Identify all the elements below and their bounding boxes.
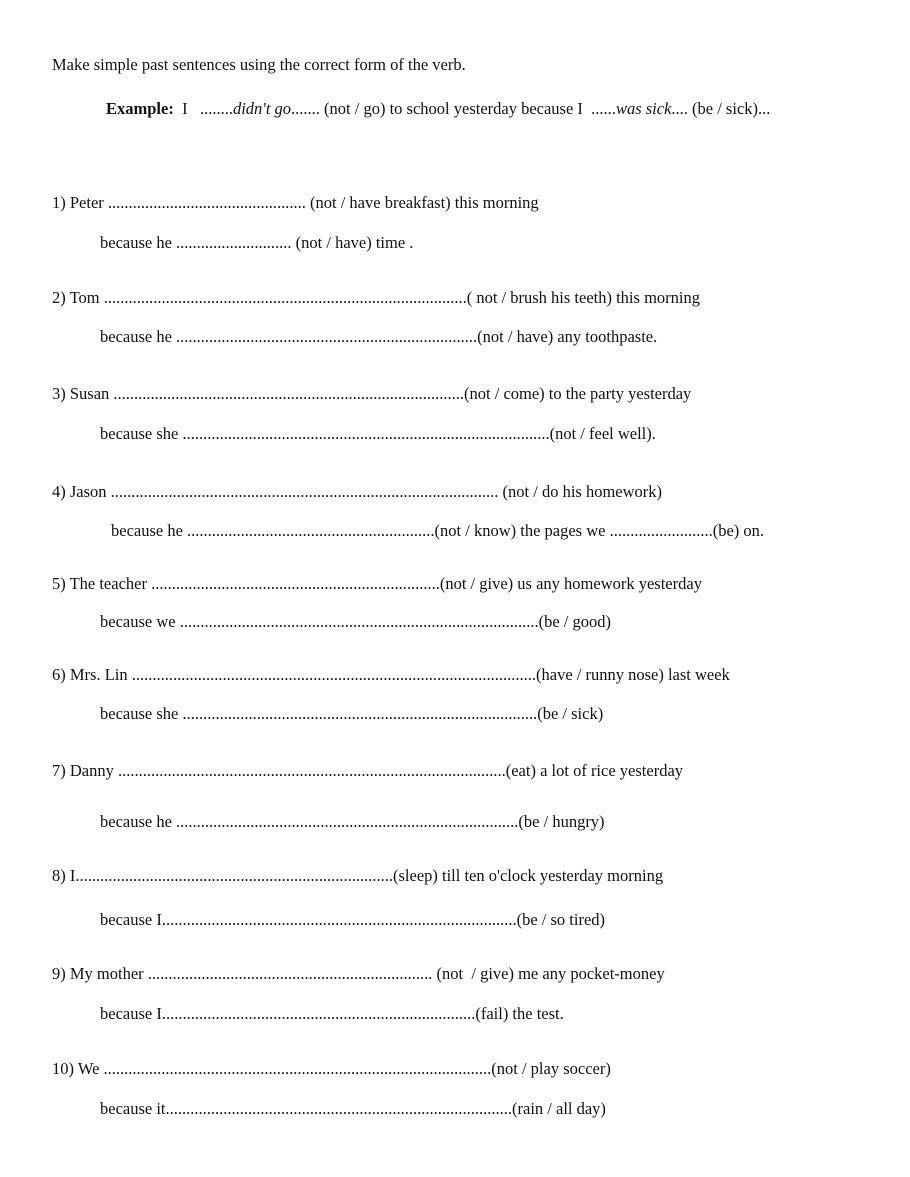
- exercise-3-line-1: 3) Susan .....................................................................................(not / come) to the party yesterday: [52, 384, 692, 403]
- exercise-8-line-2: because I......................................................................................(be / so tired): [100, 910, 606, 929]
- exercise-5-line-1: 5) The teacher ......................................................................(not / give) us any homework yesterday: [52, 574, 702, 593]
- exercise-6-line-1: 6) Mrs. Lin ..................................................................................................(have / runny nose) last week: [52, 665, 730, 684]
- example-answer-1: didn't go: [232, 99, 292, 118]
- exercise-8-line-1: 8) I.............................................................................(sleep) till ten o'clock yesterday morning: [52, 866, 664, 885]
- instruction-text: Make simple past sentences using the correct form of the verb.: [52, 55, 466, 74]
- exercise-7-line-2: because he ...................................................................................(be / hungry): [100, 812, 605, 831]
- exercise-4-line-2: because he ............................................................(not / know) the pages we .........................(be) on.: [111, 521, 765, 540]
- exercise-3-line-2: because she .........................................................................................(not / feel well).: [100, 424, 656, 443]
- example-label: Example:: [106, 99, 174, 118]
- exercise-9-line-2: because I............................................................................(fail) the test.: [100, 1004, 564, 1023]
- example-answer-2: was sick: [615, 99, 672, 118]
- exercise-4-line-1: 4) Jason .............................................................................................. (not / do his homework): [52, 482, 663, 501]
- exercise-10-line-2: because it....................................................................................(rain / all day): [100, 1099, 606, 1118]
- example-text-pre: I ........: [173, 99, 233, 118]
- exercise-2-line-1: 2) Tom ........................................................................................( not / brush his teeth) this morning: [52, 288, 700, 307]
- example-text-post: .... (be / sick)...: [671, 99, 771, 118]
- example-sentence: [106, 99, 770, 119]
- example-text-mid: ....... (not / go) to school yesterday because I ......: [291, 99, 616, 118]
- exercise-1-line-2: because he ............................ (not / have) time .: [100, 233, 414, 252]
- exercise-9-line-1: 9) My mother ..................................................................... (not / give) me any pocket-money: [52, 964, 665, 983]
- exercise-1-line-1: 1) Peter ................................................ (not / have breakfast) this morning: [52, 193, 539, 212]
- exercise-7-line-1: 7) Danny ..............................................................................................(eat) a lot of rice yesterday: [52, 761, 684, 780]
- exercise-5-line-2: because we .......................................................................................(be / good): [100, 612, 611, 631]
- exercise-6-line-2: because she ......................................................................................(be / sick): [100, 704, 604, 723]
- exercise-10-line-1: 10) We ..............................................................................................(not / play soccer): [52, 1059, 611, 1078]
- exercise-2-line-2: because he .........................................................................(not / have) any toothpaste.: [100, 327, 658, 346]
